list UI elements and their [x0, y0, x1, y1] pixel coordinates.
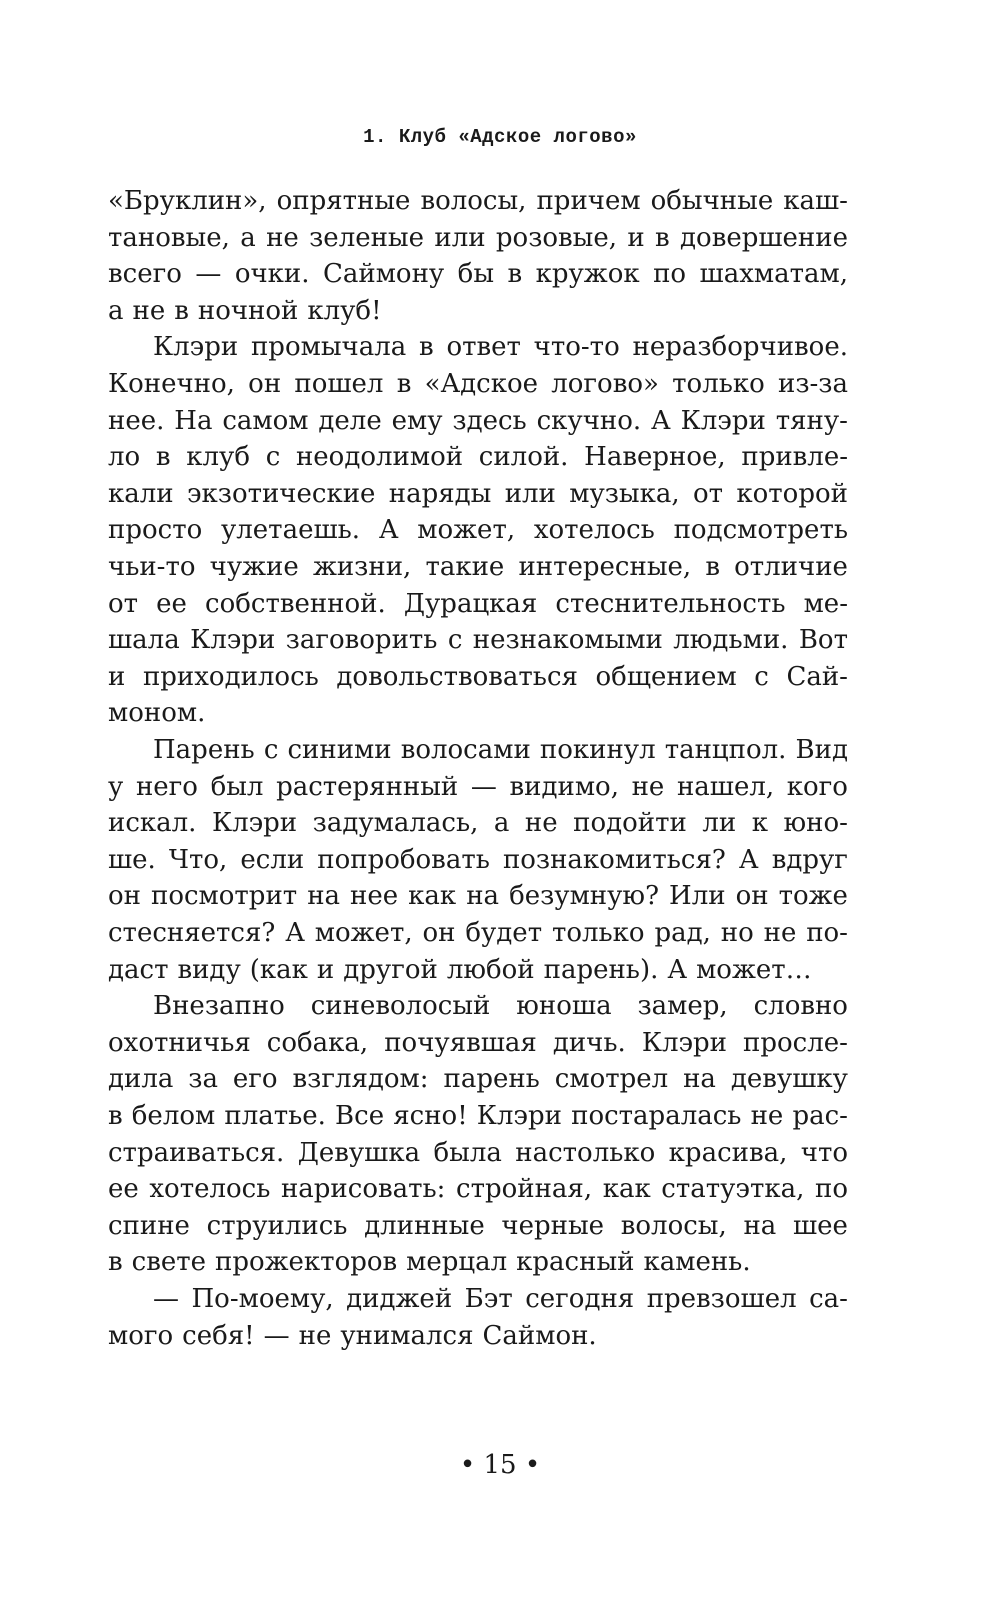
word: тяну-	[775, 405, 848, 436]
text-line	[108, 914, 848, 952]
word: Клэри	[211, 808, 298, 839]
text-line	[108, 1024, 848, 1062]
word: а	[240, 222, 256, 253]
word: чужие	[209, 552, 299, 582]
text-line	[108, 768, 848, 806]
word: попробовать	[317, 844, 490, 875]
text-line	[108, 511, 848, 549]
word: виду	[177, 954, 241, 985]
text-line	[108, 1170, 848, 1208]
word: ше.	[108, 844, 156, 875]
word: Что,	[168, 844, 228, 875]
word: обычные	[650, 186, 774, 216]
word: По-моему,	[191, 1284, 334, 1314]
word: ее	[108, 1174, 139, 1205]
word: камень.	[643, 1247, 751, 1278]
word: приходилось	[142, 661, 319, 692]
word: жизни,	[312, 552, 412, 582]
word: статуэтка,	[661, 1174, 805, 1205]
word: отличие	[734, 552, 848, 582]
word: безумную?	[509, 881, 660, 912]
word: в	[174, 295, 189, 326]
word: даст	[108, 954, 169, 985]
word: от	[108, 588, 139, 619]
word: только	[551, 918, 645, 948]
bullet-right-icon: •	[524, 1450, 541, 1480]
word: Клэри	[476, 1101, 562, 1131]
word: в	[108, 1247, 123, 1278]
page-number: 15	[483, 1450, 517, 1480]
word: причем	[536, 186, 641, 216]
word: очки.	[234, 259, 310, 290]
word: свете	[131, 1247, 206, 1278]
word: тоже	[778, 881, 848, 912]
word: дила	[108, 1064, 174, 1095]
word: волосы,	[620, 1210, 727, 1241]
word: зеленые	[309, 222, 425, 253]
word: познакомиться?	[502, 844, 726, 875]
word: он	[735, 881, 769, 912]
word: на	[307, 881, 341, 912]
word: охотничья	[108, 1027, 251, 1058]
word: стеснительность	[555, 588, 786, 619]
word: почуявшая	[384, 1027, 537, 1058]
word: и	[108, 661, 126, 692]
text-line	[108, 1097, 848, 1135]
word: —	[195, 259, 222, 290]
word: экзотические	[186, 478, 376, 509]
word: искал.	[108, 808, 197, 839]
word: Наверное,	[584, 442, 726, 473]
word: людьми.	[673, 625, 789, 656]
word: диджей	[346, 1284, 453, 1314]
word: нашел,	[676, 771, 775, 802]
word: по-	[806, 918, 848, 948]
word: ли	[702, 808, 737, 839]
word: хотелось	[533, 515, 655, 546]
word: ему	[391, 405, 443, 436]
word: страиваться.	[108, 1137, 285, 1168]
word: довольствоваться	[336, 661, 578, 692]
word: Или	[669, 881, 726, 912]
word: от	[692, 478, 724, 509]
word: может…	[696, 954, 812, 985]
word: струились	[206, 1210, 348, 1241]
word: у	[108, 771, 124, 802]
word: опрятные	[276, 186, 411, 216]
word: не	[763, 918, 797, 948]
word: Саймон.	[482, 1320, 597, 1351]
text-line	[108, 219, 848, 257]
word: самом	[222, 405, 309, 436]
word: за	[188, 1064, 218, 1095]
word: или	[434, 222, 486, 253]
word: здесь	[452, 405, 527, 436]
word: задумалась,	[312, 808, 479, 839]
word: Клэри	[190, 625, 276, 656]
text-line	[108, 1060, 848, 1098]
word: растерянный	[276, 771, 459, 802]
word: унимался	[340, 1320, 474, 1351]
word: девушку	[730, 1064, 848, 1095]
word: красива,	[668, 1137, 788, 1168]
word: ло	[108, 442, 141, 473]
word: парень).	[543, 954, 659, 985]
word: скучно.	[536, 405, 642, 436]
word: только	[672, 369, 765, 399]
word: Клэри	[680, 405, 766, 436]
word: стесняется?	[108, 918, 276, 948]
word: незнакомыми	[472, 625, 663, 656]
word: по	[653, 259, 687, 290]
word: постаралась	[571, 1101, 742, 1131]
text-line	[153, 328, 848, 366]
word: другой	[343, 954, 438, 985]
running-head: 1. Клуб «Адское логово»	[363, 126, 637, 148]
word: кружок	[535, 259, 640, 290]
word: Парень	[153, 735, 255, 765]
word: в	[396, 369, 412, 399]
word: Сай-	[786, 661, 848, 692]
word: са-	[809, 1284, 848, 1314]
text-line	[108, 365, 848, 403]
word: посмотрит	[151, 881, 298, 912]
word: улетаешь.	[220, 515, 361, 546]
word: На	[174, 405, 213, 436]
word: чьи-то	[108, 552, 196, 582]
word: шала	[108, 625, 180, 656]
word: в	[155, 442, 171, 473]
word: собственной.	[205, 588, 386, 619]
word: довершение	[680, 222, 848, 253]
word: по	[814, 1174, 848, 1205]
text-line	[153, 1280, 848, 1318]
word: любой	[446, 954, 535, 985]
word: шахматам,	[699, 259, 848, 290]
word: синеволосый	[310, 991, 491, 1022]
word: Вид	[795, 735, 848, 765]
word: Дурацкая	[403, 588, 538, 619]
text-line	[108, 475, 848, 513]
text-line	[108, 1243, 848, 1281]
word: кали	[108, 478, 174, 509]
word: платье.	[224, 1101, 326, 1131]
word: превзошел	[646, 1284, 797, 1314]
word: с	[447, 625, 463, 656]
word: вдруг	[771, 844, 848, 875]
text-line	[108, 182, 848, 220]
word: пошел	[294, 369, 384, 399]
word: нее	[350, 881, 399, 912]
word: мерцал	[406, 1247, 508, 1278]
word: Девушка	[297, 1137, 421, 1168]
word: как	[602, 1174, 651, 1205]
word: в	[705, 552, 720, 582]
word: стройная,	[456, 1174, 593, 1205]
word: покинул	[539, 735, 656, 765]
word: будет	[465, 918, 543, 948]
word: красный	[516, 1247, 635, 1278]
word: собака,	[266, 1027, 369, 1058]
word: ясно!	[393, 1101, 468, 1131]
word: в	[108, 1101, 123, 1131]
word: Клэри	[153, 332, 239, 363]
word: наряды	[388, 478, 492, 509]
word: —	[263, 1320, 290, 1351]
word: но	[720, 918, 754, 948]
word: Саймону	[322, 259, 445, 290]
word: синими	[287, 735, 392, 765]
text-line	[108, 1207, 848, 1245]
text-line	[108, 694, 848, 732]
word: волосами	[400, 735, 531, 765]
word: может,	[314, 918, 413, 948]
word: танцпол.	[664, 735, 787, 765]
word: которой	[736, 478, 848, 509]
page-number-footer	[0, 1448, 1000, 1482]
word: была	[433, 1137, 502, 1168]
text-line	[108, 841, 848, 879]
word: видимо,	[509, 771, 619, 802]
word: «Адское	[424, 369, 539, 399]
text-line	[108, 292, 848, 330]
word: просле-	[743, 1027, 848, 1058]
word: Бэт	[464, 1284, 513, 1314]
text-line	[108, 804, 848, 842]
word: моном.	[108, 698, 206, 729]
word: подсмотреть	[673, 515, 848, 546]
word: и	[316, 954, 335, 985]
word: замер,	[637, 991, 728, 1022]
word: и	[627, 222, 645, 253]
word: привле-	[741, 442, 848, 473]
word: —	[470, 771, 497, 802]
word: хотелось	[149, 1174, 271, 1205]
word: силой.	[478, 442, 569, 473]
word: такие	[425, 552, 505, 582]
word: неодолимой	[295, 442, 464, 473]
word: шее	[793, 1210, 848, 1241]
word: А	[667, 954, 688, 985]
word: он	[248, 369, 282, 399]
word: в	[419, 332, 434, 363]
word: Вот	[798, 625, 848, 656]
word: него	[135, 771, 198, 802]
word: тановые,	[108, 222, 230, 253]
word: взглядом:	[292, 1064, 429, 1095]
word: в	[655, 222, 670, 253]
word: на	[683, 1064, 716, 1095]
word: кого	[786, 771, 848, 802]
word: просто	[108, 515, 203, 546]
word: розовые,	[495, 222, 618, 253]
text-line	[108, 658, 848, 696]
word: он	[108, 881, 141, 912]
word: как	[408, 881, 457, 912]
word: из-за	[778, 369, 848, 399]
word: к	[751, 808, 768, 839]
word: —	[153, 1284, 179, 1314]
word: на	[743, 1210, 777, 1241]
word: длинные	[364, 1210, 485, 1241]
word: Клэри	[641, 1027, 728, 1058]
word: промычала	[250, 332, 407, 363]
word: сегодня	[525, 1284, 635, 1314]
word: на	[466, 881, 500, 912]
word: общением	[595, 661, 737, 692]
word: черные	[501, 1210, 605, 1241]
word: а	[108, 295, 124, 326]
word: словно	[753, 991, 848, 1022]
word: неразборчивое.	[632, 332, 848, 363]
word: заговорить	[285, 625, 438, 656]
word: юно-	[783, 808, 848, 839]
bullet-left-icon: •	[459, 1450, 476, 1480]
word: что-то	[533, 332, 620, 363]
word: Внезапно	[153, 991, 285, 1022]
word: ночной	[197, 295, 299, 326]
word: ответ	[446, 332, 521, 363]
word: не	[524, 808, 558, 839]
word: спине	[108, 1210, 190, 1241]
word: нее.	[108, 405, 165, 436]
word: не	[750, 1101, 784, 1131]
word: не	[266, 222, 299, 253]
word: подойти	[573, 808, 687, 839]
word: нарисовать:	[280, 1174, 446, 1205]
word: его	[232, 1064, 278, 1095]
word: рад,	[654, 918, 711, 948]
text-line	[108, 951, 848, 989]
word: настолько	[515, 1137, 656, 1168]
word: в	[507, 259, 523, 290]
word: с	[263, 735, 279, 765]
word: если	[240, 844, 305, 875]
word: что	[800, 1137, 848, 1168]
word: ее	[156, 588, 187, 619]
text-line	[108, 548, 848, 586]
text-line	[108, 402, 848, 440]
word: мого	[108, 1320, 174, 1351]
word: а	[493, 808, 510, 839]
word: с	[754, 661, 769, 692]
word: или	[504, 478, 556, 509]
word: был	[210, 771, 264, 802]
word: юноша	[516, 991, 612, 1022]
word: всего	[108, 259, 182, 290]
word: смотрел	[554, 1064, 669, 1095]
word: дичь.	[552, 1027, 626, 1058]
word: не	[132, 295, 166, 326]
word: А	[285, 918, 305, 948]
word: с	[265, 442, 281, 473]
text-line	[108, 255, 848, 293]
word: (как	[249, 954, 308, 985]
word: он	[422, 918, 456, 948]
word: А	[738, 844, 759, 875]
word: ме-	[803, 588, 848, 619]
word: белом	[131, 1101, 216, 1131]
text-line	[108, 621, 848, 659]
word: парень	[443, 1064, 540, 1095]
text-line	[108, 585, 848, 623]
word: рас-	[792, 1101, 848, 1131]
text-line	[153, 731, 848, 769]
word: может,	[417, 515, 516, 546]
word: не	[631, 771, 665, 802]
word: музыка,	[569, 478, 680, 509]
text-line	[108, 1317, 848, 1355]
word: деле	[318, 405, 382, 436]
word: каш-	[783, 186, 848, 216]
word: себя!	[182, 1320, 255, 1351]
word: Конечно,	[108, 369, 235, 399]
word: бы	[457, 259, 495, 290]
text-line	[108, 1134, 848, 1172]
word: клуб!	[307, 295, 382, 326]
word: А	[651, 405, 671, 436]
word: прожекторов	[215, 1247, 398, 1278]
text-line	[108, 877, 848, 915]
word: логово»	[551, 369, 659, 399]
word: волосы,	[420, 186, 527, 216]
text-line	[108, 438, 848, 476]
word: «Бруклин»,	[108, 186, 267, 216]
word: А	[378, 515, 399, 546]
word: Все	[335, 1101, 385, 1131]
text-line	[153, 987, 848, 1025]
word: не	[298, 1320, 332, 1351]
word: клуб	[186, 442, 250, 473]
word: интересные,	[518, 552, 692, 582]
